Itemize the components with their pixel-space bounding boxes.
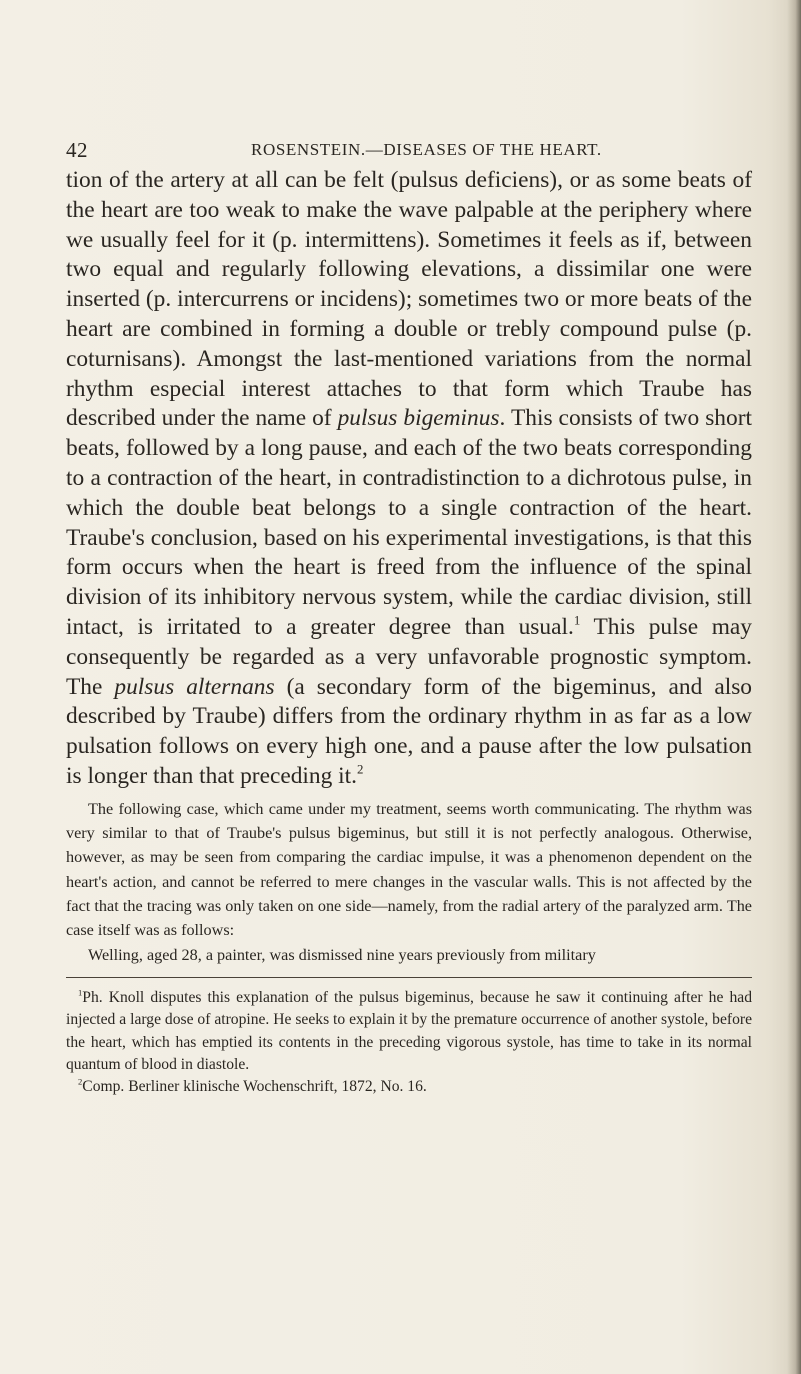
footnote-rule — [66, 977, 752, 978]
footnote-2 — [66, 1076, 752, 1098]
italic-term-pulsus-alternans: pulsus alternans — [114, 673, 275, 700]
running-head: ROSENSTEIN.—DISEASES OF THE HEART. — [251, 140, 602, 159]
main-text-part-2: . This consists of two short beats, followed by a long pause, and each of the two beats corresponding to a contraction of the heart, in contradistinction to a dichrotous pulse, in which the double beat belongs to a single contraction of the heart. Traube's conclusion, based on his experimental investigations, is that this form occurs when the heart is freed from the influence of the spinal division of its inhibitory nervous system, while the cardiac division, still intact, is irritated to a greater degree than usual. — [66, 405, 752, 640]
italic-term-pulsus-bigeminus: pulsus bigeminus — [337, 405, 500, 432]
footnote-1 — [66, 987, 752, 1077]
page-edge-shadow — [787, 0, 801, 1374]
main-text-part-3: This pulse may consequently be regarded as a very unfavorable prognostic symptom. The — [66, 613, 752, 700]
main-paragraph — [66, 166, 752, 792]
main-text-part-1: tion of the artery at all can be felt (pulsus deficiens), or as some beats of the heart are too weak to make the wave palpable at the periphery where we usually feel for it (p. intermittens). Sometimes it feels as if, between two equal and regularly following elevations, a dissimilar one were inserted (p. intercurrens or incidens); sometimes two or more beats of the heart are combined in forming a double or trebly compound pulse (p. coturnisans). Amongst the last-mentioned variations from the normal rhythm especial interest attaches to that form which Traube has described under the name of — [66, 167, 752, 432]
footnote-ref-2: 2 — [357, 762, 364, 777]
page-body — [66, 166, 752, 1099]
footnote-ref-1: 1 — [573, 613, 581, 628]
case-paragraph-continued: Welling, aged 28, a painter, was dismissed nine years previously from military — [88, 945, 596, 964]
footnote-1-mark: 1 — [78, 987, 83, 998]
page-header — [66, 138, 742, 162]
footnote-2-mark: 2 — [78, 1077, 83, 1088]
main-text-part-4: (a secondary form of the bigeminus, and also described by Traube) differs from the ordinary rhythm in as far as a low pulsation follows on every high one, and a pause after the low pulsation is longer than that preceding it. — [66, 673, 752, 789]
footnote-2-text: Comp. Berliner klinische Wochenschrift, 1872, No. 16. — [82, 1078, 427, 1096]
footnote-1-text: Ph. Knoll disputes this explanation of the pulsus bigeminus, because he saw it continuing after he had injected a large dose of atropine. He seeks to explain it by the premature occurrence of another systole, before the heart, which has emptied its contents in the preceding vigorous systole, has time to take in its normal quantum of blood in diastole. — [66, 988, 752, 1074]
page-number: 42 — [66, 138, 88, 162]
case-paragraph: The following case, which came under my treatment, seems worth communicating. The rhythm was very similar to that of Traube's pulsus bigeminus, but still it is not perfectly analogous. Otherwise, however, as may be seen from comparing the cardiac impulse, it was a phenomenon dependent on the heart's action, and cannot be referred to mere changes in the vascular walls. This is not affected by the fact that the tracing was only taken on one side—namely, from the radial artery of the paralyzed arm. The case itself was as follows: — [66, 799, 752, 940]
